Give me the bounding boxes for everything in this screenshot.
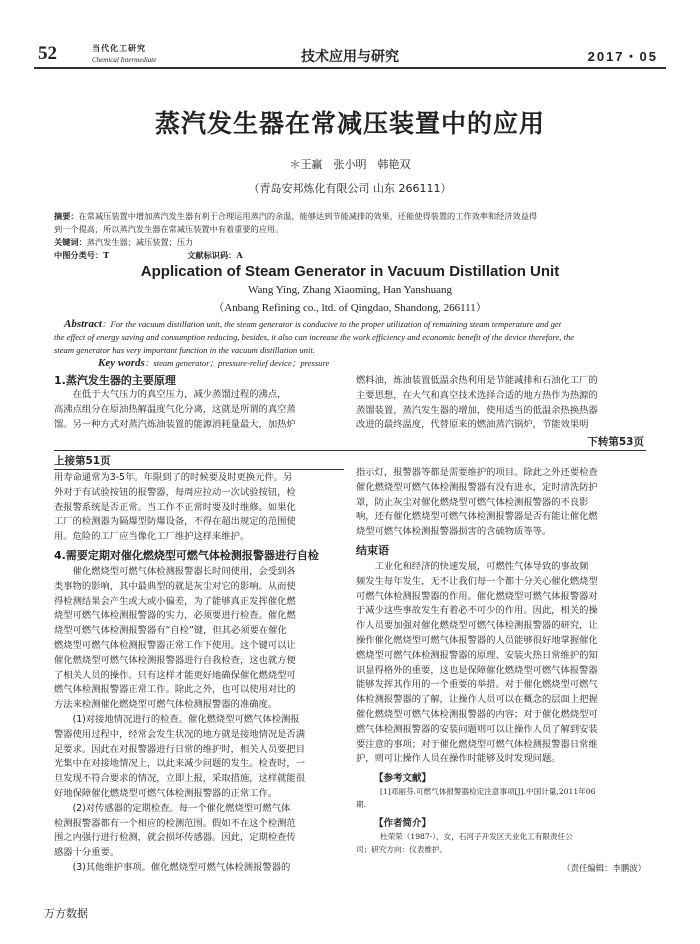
journal-title-cn: 当代化工研究 — [92, 44, 146, 53]
abstract-en-line-1: ：For the vacuum distillation unit, the steam generator is conducive to the proper utilization of remaining steam temperature and get — [101, 319, 562, 329]
authors-en: Wang Ying, Zhang Xiaoming, Han Yanshuang — [247, 284, 453, 296]
text-line: 在低于大气压力的真空压力，减少蒸馏过程的沸点， — [72, 389, 287, 400]
section-divider — [54, 450, 646, 451]
text-line: 用寿命通常为3-5年。年限到了的时候要及时更换元件。另 — [54, 472, 293, 483]
text-line: 好地保障催化燃烧型可燃气体检测报警器的正常工作。 — [54, 787, 278, 799]
author-bio-line-1: 杜荣荣（1987-），女，石河子开发区天业化工有限责任公 — [380, 832, 573, 842]
text-line: 类事物的影响，其中最典型的就是灰尘对它的影响。从而使 — [54, 580, 296, 592]
text-line: 燃烧型可燃气体检测报警器正常工作下使用。这个键可以让 — [54, 639, 296, 651]
keywords-en — [98, 357, 329, 369]
upper-left-column — [54, 372, 344, 432]
text-line: 燃料油，炼油装置低温余热利用是节能减排和石油化工厂的 — [356, 375, 598, 386]
text-line: 围之内强行进行检测，就会损坏传感器。因此，定期检查传 — [54, 832, 296, 844]
text-line: 光集中在对接地情况上，以此来减少问题的发生。检查时，一 — [54, 758, 306, 770]
author-bio-line-2: 司；研究方向：仪表维护。 — [356, 845, 448, 855]
continued-rule — [54, 469, 344, 470]
abstract-en-line-2: the effect of energy saving and consumption reducing, besides, it also can increase the work efficiency and economic benefit of the device therefore, the — [54, 332, 575, 342]
text-line: 旦发现不符合要求的情况，立即上报，采取措施，这样就能很 — [54, 773, 306, 785]
clc-label: 中图分类号： — [54, 250, 104, 260]
conclusion-heading: 结束语 — [356, 543, 389, 557]
article-title-en: Application of Steam Generator in Vacuum Distillation Unit — [140, 263, 560, 280]
header-rule — [34, 67, 666, 69]
abstract-en — [54, 318, 650, 357]
text-line: 催化燃烧型可燃气体检测报警器长时间使用，会受到各 — [72, 565, 296, 577]
keywords-label: 关键词： — [54, 237, 87, 247]
text-line: 燃气体检测报警器正常工作。除此之外，也可以使用对比的 — [54, 684, 296, 696]
affiliation-en: （Anbang Refining co., ltd. of Qingdao, Shandong, 266111） — [213, 302, 487, 314]
clc-value: T — [103, 250, 110, 260]
text-line: 蒸馏装置，蒸汽发生器的增加，使用适当的低温余热换热器 — [356, 404, 598, 416]
keywords-cn: 蒸汽发生器；减压装置；压力 — [86, 237, 194, 247]
text-line: 催化燃烧型可燃气体检测报警器有没有进水，定时清洗防护 — [356, 481, 598, 493]
continued-from-note: 上接第51页 — [54, 455, 111, 467]
text-line: 感器十分重要。 — [54, 847, 120, 859]
footer-watermark: 万方数据 — [44, 907, 88, 920]
text-line: 方法来检测催化燃烧型可燃气体检测报警器的准确度。 — [54, 699, 278, 711]
text-line: 作人员要加强对催化燃烧型可燃气体检测报警器的研究，让 — [356, 620, 598, 632]
text-line: 主要思想，在大气和真空技术选择合适的地方热作为热源的 — [356, 389, 598, 401]
text-line: 燃气体检测报警器的安装问题则可以让操作人员了解到安装 — [356, 723, 598, 735]
abstract-cn — [54, 210, 650, 262]
text-line: 识显得格外的重要，这也是保障催化燃烧型可燃气体报警器 — [356, 664, 598, 676]
text-line: 燃烧型可燃气体检测报警器的原理、安装火热日常维护的知 — [356, 649, 598, 661]
article-title-cn: 蒸汽发生器在常减压装置中的应用 — [154, 109, 545, 138]
text-line: 指示灯，报警器等都是需要维护的项目。除此之外还要检查 — [356, 467, 598, 478]
authors-cn: ＊王赢 张小明 韩艳双 — [289, 158, 411, 171]
author-bio-heading: 【作者简介】 — [374, 818, 432, 830]
text-line: 用。危险的工厂应当像化工厂维护这样来维护。 — [54, 531, 250, 543]
text-line: 改进的最终温度，代替原来的燃油蒸汽锅炉，节能效果明 — [356, 419, 589, 431]
upper-right-column — [356, 374, 646, 433]
text-line: 护，则可让操作人员在操作时能够及时发现问题。 — [356, 753, 561, 765]
text-line: 检测报警器都有一个相应的检测范围。假如不在这个检测范 — [54, 817, 296, 829]
text-line: 要注意的事项；对于催化燃烧型可燃气体检测报警器日常维 — [356, 738, 598, 750]
abstract-text-2: 到一个提高，所以蒸汽发生器在常减压装置中有着重要的应用。 — [54, 224, 284, 234]
text-line: 了相关人员的操作。只有这样才能更好地确保催化燃烧型可 — [54, 669, 296, 681]
text-line: 于减少这些事故发生有着必不可少的作用。因此，相关的操 — [356, 605, 598, 617]
text-line: 得检测结果会产生或大或小偏差，为了能够真正发挥催化燃 — [54, 595, 296, 607]
journal-title-en: Chemical Intermediate — [92, 56, 157, 64]
text-line: 足要求。因此在对报警器进行日常的维护时，相关人员要把目 — [54, 743, 306, 755]
abstract-text-1: 在常减压装置中增加蒸汽发生器有利于合理运用蒸汽的余温，能够达到节能减排的效果，还能使得装置的工作效率和经济效益得 — [78, 211, 538, 221]
text-line: 催化燃烧型可燃气体检测报警器进行自我检查，这也就方便 — [54, 654, 296, 666]
text-line: 催化燃烧型可燃气体检测报警器的内容；对于催化燃烧型可 — [356, 708, 598, 720]
abstract-label: 摘要： — [54, 211, 79, 221]
section-4-heading: 4.需要定期对催化燃烧型可燃气体检测报警器进行自检 — [54, 548, 319, 562]
text-line: 馏。另一种方式对蒸汽炼油装置的能源消耗量最大，加热炉 — [54, 418, 296, 430]
text-line: 警器使用过程中，经常会发生状况的地方就是接地情况是否满 — [54, 728, 306, 740]
doc-code-label: 文献标识码： — [187, 250, 237, 260]
doc-code-value: A — [236, 250, 243, 260]
text-line: 操作催化燃烧型可燃气体报警器的人员能够很好地掌握催化 — [356, 634, 598, 646]
text-line: (2)对传感器的定期检查。每一个催化燃烧型可燃气体 — [72, 802, 291, 814]
text-line: 工业化和经济的快速发展，可燃性气体导致的事故频 — [374, 560, 589, 572]
text-line: 体检测报警器的了解，让操作人员可以在概念的层面上把握 — [356, 694, 598, 706]
page-number: 52 — [38, 43, 57, 64]
lower-right-column — [356, 466, 646, 874]
upper-left-text — [54, 388, 344, 432]
section-title: 技术应用与研究 — [301, 49, 399, 65]
text-line: 烧型可燃气体检测报警器有“自检”键，但其必须要在催化 — [54, 625, 287, 637]
keywords-en-label: Key words — [98, 357, 145, 369]
text-line: 查报警系统是否正常。当工作不正常时要及时维修。如果化 — [54, 501, 296, 513]
text-line: 工厂的检测器为隔爆型防爆设备，不得在超出规定的范围使 — [54, 516, 296, 528]
text-line: 频发生每年发生，无不让我们每一个都十分关心催化燃烧型 — [356, 575, 598, 587]
text-line: 烧型可燃气体检测报警器的实力，必须要进行检查。催化燃 — [54, 610, 296, 622]
reference-1b: 期. — [356, 800, 367, 810]
text-line: 罩，防止灰尘对催化燃烧型可燃气体检测报警器的不良影 — [356, 496, 589, 508]
continued-to-note: 下转第53页 — [587, 436, 644, 448]
abstract-en-label: Abstract — [64, 318, 102, 330]
section-1-heading: 1.蒸汽发生器的主要原理 — [54, 374, 176, 387]
issue-number: 2017・05 — [587, 49, 658, 64]
text-line: (3)其他维护事项。催化燃烧型可燃气体检测报警器的 — [72, 861, 291, 873]
text-line: 外对于有试验按钮的报警器，每周应拉动一次试验按钮，检 — [54, 486, 296, 498]
text-line: 能够发挥其作用的一个重要的举措。对于催化燃烧型可燃气 — [356, 679, 598, 691]
abstract-en-line-3: steam generator has very important function in the vacuum distillation unit. — [54, 345, 315, 355]
references-heading: 【参考文献】 — [374, 773, 432, 785]
text-line: (1)对接地情况进行的检查。催化燃烧型可燃气体检测报 — [72, 713, 300, 725]
keywords-en-text: ：steam generator；pressure-relief device；pressure — [144, 358, 330, 368]
text-line: 烧型可燃气体检测报警器损害的含硫物质等等。 — [356, 526, 552, 538]
text-line: 可燃气体检测报警器的作用。催化燃烧型可燃气体报警器对 — [356, 590, 598, 602]
editor-note: （责任编辑：李鹏波） — [562, 863, 646, 874]
affiliation-cn: （青岛安邦炼化有限公司 山东 266111） — [248, 182, 452, 195]
reference-1a: [1]邓丽芬.可燃气体报警器检定注意事项[J].中国计量,2011年06 — [380, 787, 596, 797]
text-line: 响，还有催化燃烧型可燃气体检测报警器是否有能让催化燃 — [356, 511, 598, 523]
text-line: 高沸点组分在原油热解温度气化分离，这就是所谓的真空蒸 — [54, 403, 296, 415]
lower-left-column — [54, 453, 344, 876]
